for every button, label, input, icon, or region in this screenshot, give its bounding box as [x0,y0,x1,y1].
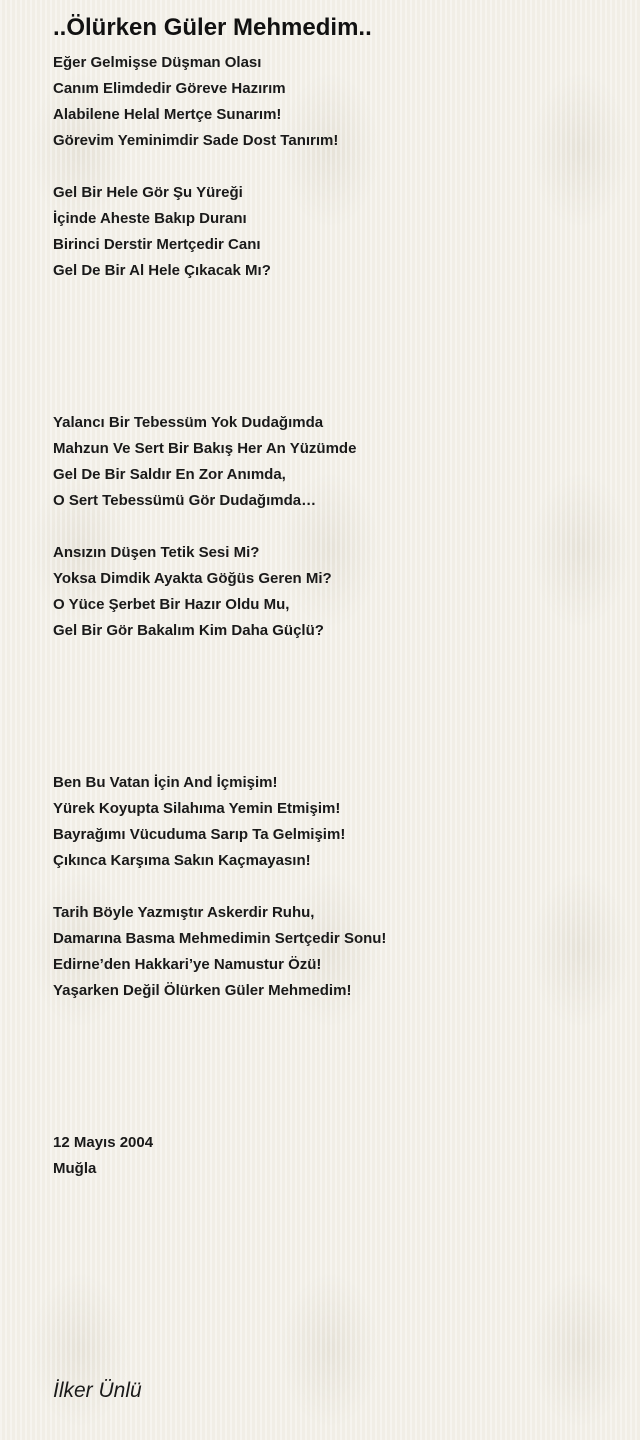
poem-line: Canım Elimdedir Göreve Hazırım [53,80,286,97]
poem-line: Gel De Bir Saldır En Zor Anımda, [53,466,286,483]
stanza-5 [53,770,345,874]
poem-line: O Yüce Şerbet Bir Hazır Oldu Mu, [53,596,290,613]
poem-line: Birinci Derstir Mertçedir Canı [53,236,261,253]
poem-line: Görevim Yeminimdir Sade Dost Tanırım! [53,132,339,149]
poem-line: Tarih Böyle Yazmıştır Askerdir Ruhu, [53,904,315,921]
poem-line: Mahzun Ve Sert Bir Bakış Her An Yüzümde [53,440,357,457]
stanza-2 [53,180,271,284]
poem-line: Yürek Koyupta Silahıma Yemin Etmişim! [53,800,341,817]
poem-footer [53,1130,153,1182]
poem-title: ..Ölürken Güler Mehmedim.. [53,14,372,41]
poem-author[interactable]: İlker Ünlü [53,1379,142,1402]
stanza-6 [53,900,386,1004]
poem-line: Alabilene Helal Mertçe Sunarım! [53,106,282,123]
poem-line: Gel Bir Hele Gör Şu Yüreği [53,184,243,201]
poem-line: Ben Bu Vatan İçin And İçmişim! [53,774,278,791]
poem-line: Edirne’den Hakkari’ye Namustur Özü! [53,956,322,973]
poem-page [53,10,623,1402]
poem-line: Bayrağımı Vücuduma Sarıp Ta Gelmişim! [53,826,346,843]
poem-line: Yoksa Dimdik Ayakta Göğüs Geren Mi? [53,570,332,587]
poem-line: Ansızın Düşen Tetik Sesi Mi? [53,544,260,561]
poem-line: Yalancı Bir Tebessüm Yok Dudağımda [53,414,324,431]
poem-line: Damarına Basma Mehmedimin Sertçedir Sonu! [53,930,387,947]
stanza-3 [53,410,356,514]
stanza-4 [53,540,332,644]
poem-line: Yaşarken Değil Ölürken Güler Mehmedim! [53,982,352,999]
poem-line: O Sert Tebessümü Gör Dudağımda… [53,492,317,509]
poem-place: Muğla [53,1160,97,1177]
stanza-1 [53,50,338,154]
poem-line: Çıkınca Karşıma Sakın Kaçmayasın! [53,852,311,869]
poem-date: 12 Mayıs 2004 [53,1134,154,1151]
poem-line: Gel De Bir Al Hele Çıkacak Mı? [53,262,271,279]
poem-line: İçinde Aheste Bakıp Duranı [53,210,247,227]
poem-line: Gel Bir Gör Bakalım Kim Daha Güçlü? [53,622,324,639]
poem-line: Eğer Gelmişse Düşman Olası [53,54,262,71]
